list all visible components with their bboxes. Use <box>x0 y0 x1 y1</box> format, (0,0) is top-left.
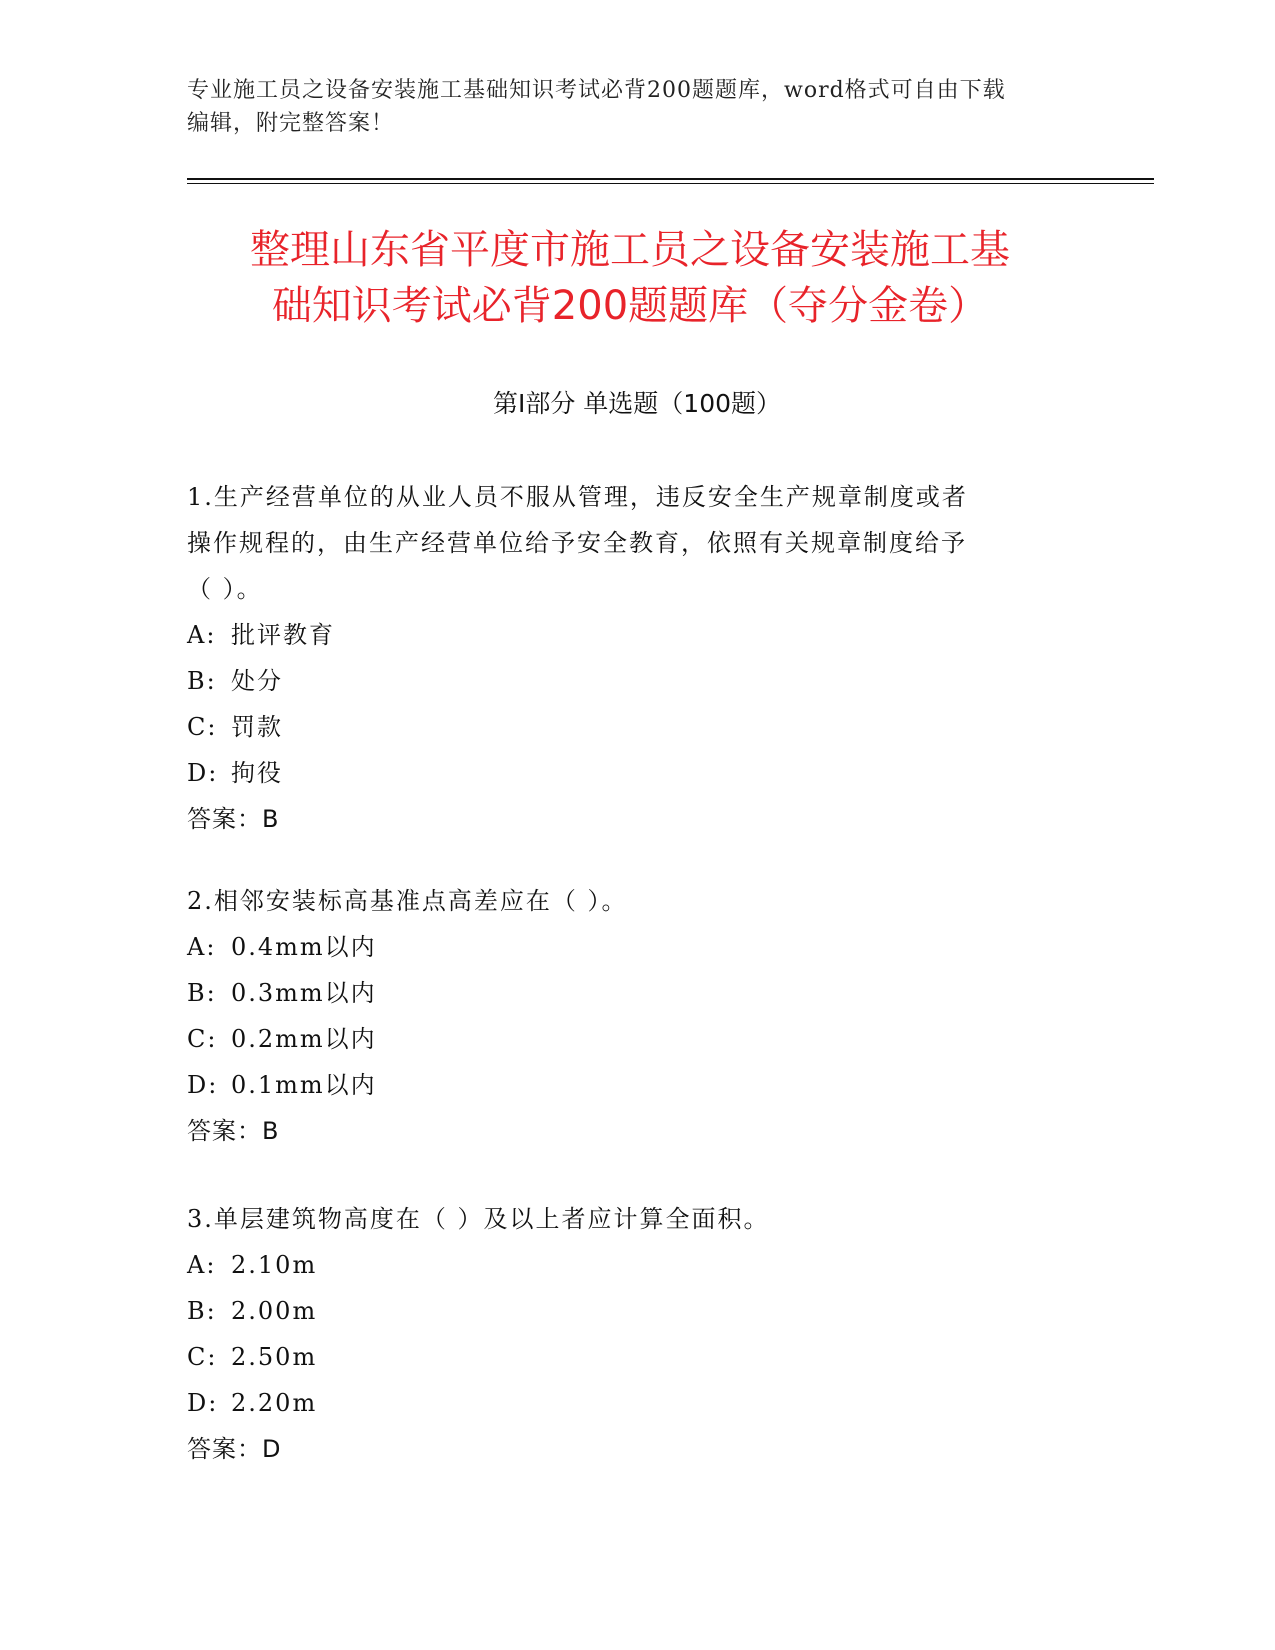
option-key: A: <box>187 933 217 961</box>
option-c <box>187 704 1067 750</box>
header-divider-thick <box>187 178 1154 180</box>
option-text: 2.00m <box>231 1297 318 1325</box>
option-d <box>187 1062 1067 1108</box>
option-key: C: <box>187 1343 218 1371</box>
option-text: 拘役 <box>231 759 283 787</box>
question-3 <box>187 1196 1067 1472</box>
header-note-line-1: 专业施工员之设备安装施工基础知识考试必背200题题库，word格式可自由下载 <box>187 78 1006 103</box>
option-b <box>187 658 1067 704</box>
header-note-line-2: 编辑，附完整答案！ <box>187 111 395 136</box>
option-key: B: <box>187 1297 217 1325</box>
question-stem-line: 3.单层建筑物高度在（ ）及以上者应计算全面积。 <box>187 1205 770 1233</box>
option-text: 2.10m <box>231 1251 318 1279</box>
option-a <box>187 1242 1067 1288</box>
header-note <box>187 74 1067 140</box>
option-c <box>187 1016 1067 1062</box>
option-key: A: <box>187 1251 217 1279</box>
question-stem-line: 2.相邻安装标高基准点高差应在（ ）。 <box>187 887 628 915</box>
option-text: 批评教育 <box>231 621 335 649</box>
option-a <box>187 612 1067 658</box>
option-key: C: <box>187 1025 218 1053</box>
option-text: 0.4mm以内 <box>231 933 377 961</box>
option-text: 处分 <box>231 667 283 695</box>
option-a <box>187 924 1067 970</box>
option-d <box>187 1380 1067 1426</box>
question-2 <box>187 878 1067 1154</box>
question-stem-line: （ ）。 <box>187 575 263 603</box>
option-text: 罚款 <box>231 713 283 741</box>
option-key: B: <box>187 667 217 695</box>
option-key: D: <box>187 1389 219 1417</box>
option-c <box>187 1334 1067 1380</box>
option-key: A: <box>187 621 217 649</box>
option-key: D: <box>187 1071 219 1099</box>
option-text: 2.50m <box>231 1343 318 1371</box>
option-d <box>187 750 1067 796</box>
option-key: B: <box>187 979 217 1007</box>
option-key: C: <box>187 713 218 741</box>
question-1 <box>187 474 1067 842</box>
answer-line: 答案：B <box>187 1117 280 1145</box>
header-divider-thin <box>187 183 1154 184</box>
option-key: D: <box>187 759 219 787</box>
option-b <box>187 1288 1067 1334</box>
answer-line: 答案：D <box>187 1435 282 1463</box>
document-title <box>180 222 1080 334</box>
section-heading: 第Ⅰ部分 单选题（100题） <box>492 389 782 418</box>
document-title-line-1: 整理山东省平度市施工员之设备安装施工基 <box>250 227 1010 273</box>
answer-line: 答案：B <box>187 805 280 833</box>
document-title-line-2: 础知识考试必背200题题库（夺分金卷） <box>271 283 989 329</box>
option-text: 0.3mm以内 <box>231 979 377 1007</box>
option-text: 0.1mm以内 <box>231 1071 377 1099</box>
question-stem-line: 操作规程的，由生产经营单位给予安全教育，依照有关规章制度给予 <box>187 529 967 557</box>
question-stem-line: 1.生产经营单位的从业人员不服从管理，违反安全生产规章制度或者 <box>187 483 968 511</box>
option-b <box>187 970 1067 1016</box>
option-text: 0.2mm以内 <box>231 1025 377 1053</box>
option-text: 2.20m <box>231 1389 318 1417</box>
